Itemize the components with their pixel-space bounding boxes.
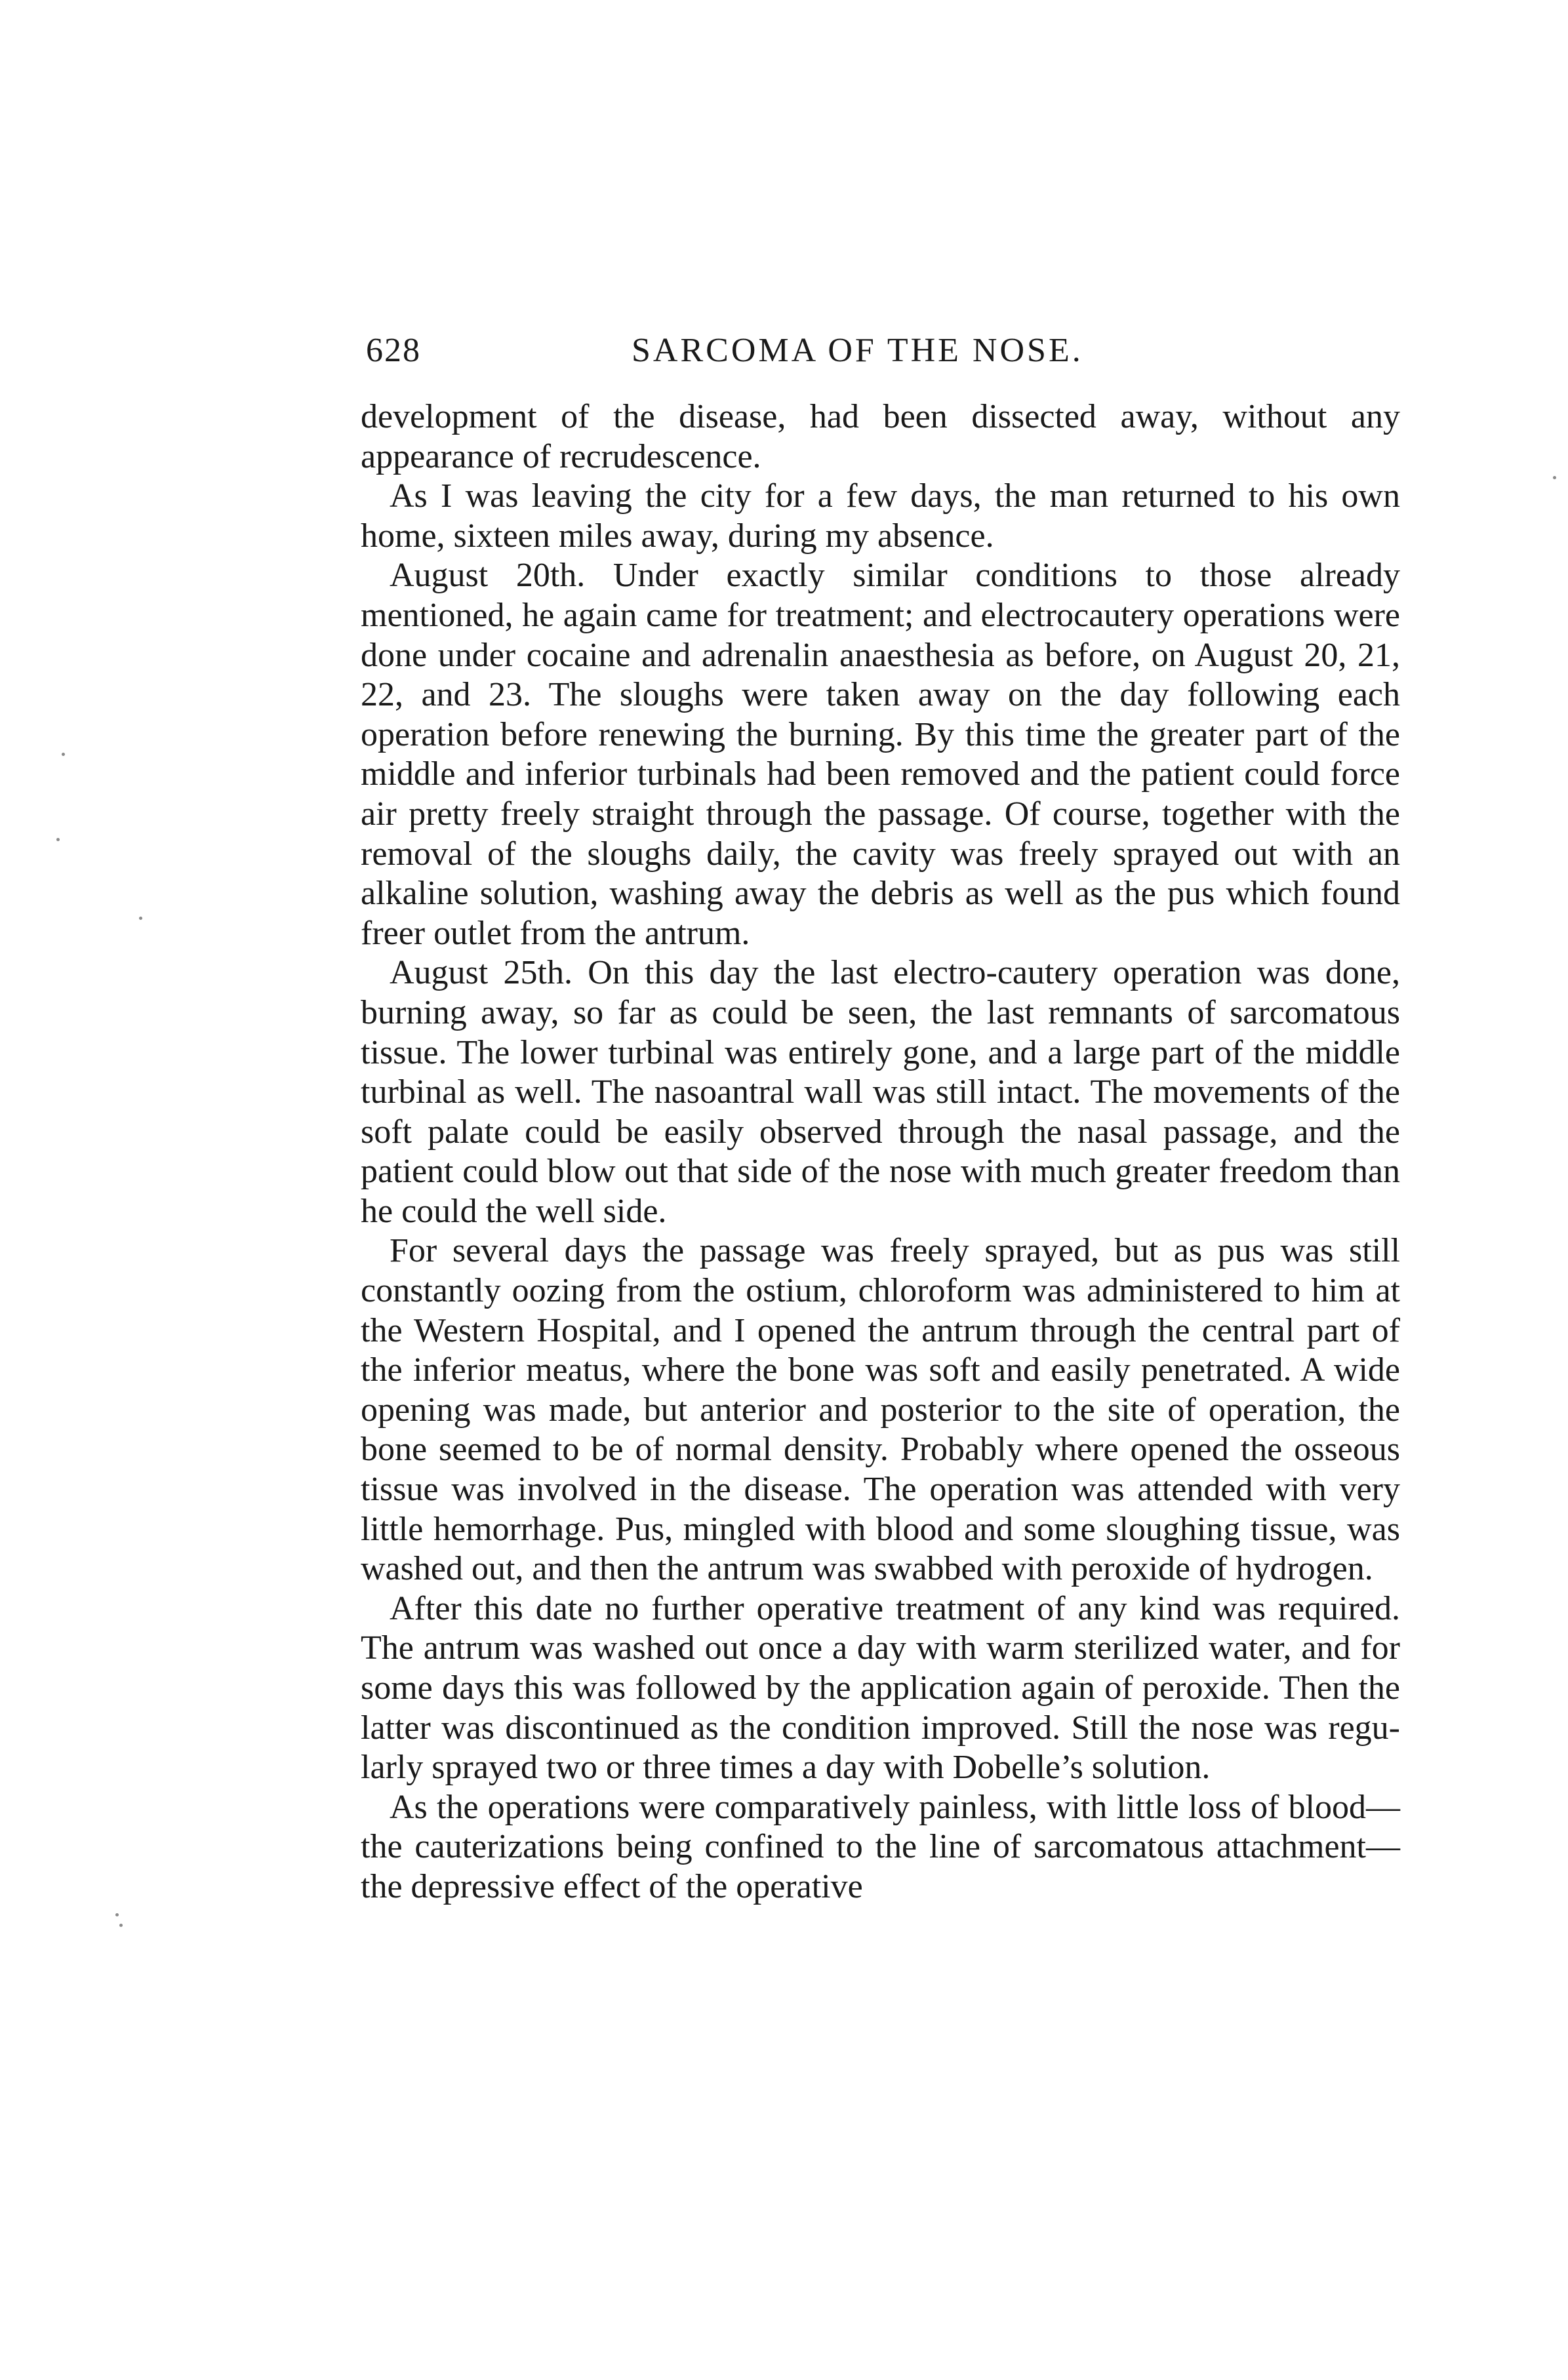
- running-head: [366, 331, 1397, 377]
- paragraph-antrum-opened: For several days the passage was freely sprayed, but as pus was still constantly oozing from the ostium, chloroform was administered to him at the Western Hospital, and I opened the antrum through the central part of the inferior meatus, where the bone was soft and easily penetrated. A wide opening was made, but anterior and posterior to the site of operation, the bone seemed to be of normal density. Probably where opened the osseous tissue was involved in the disease. The operation was attended with very little hemorrhage. Pus, mingled with blood and some sloughing tissue, was washed out, and then the antrum was swabbed with peroxide of hydrogen.: [361, 1232, 1400, 1588]
- paragraph-operations-painless: As the operations were comparatively painless, with little loss of blood—the cauterizations being confined to the line of sarcomatous attachment—the depressive effect of the operative: [361, 1788, 1400, 1905]
- body-text: [361, 397, 1400, 1907]
- scan-speck: [119, 1924, 123, 1927]
- running-title: SARCOMA OF THE NOSE.: [632, 332, 1083, 369]
- paragraph-leaving-city: As I was leaving the city for a few days, the man returned to his own home, sixteen miles away, during my absence.: [361, 477, 1400, 555]
- paragraph-august-20: August 20th. Under exactly similar conditions to those already mentioned, he again came for treatment; and electrocautery operations were done under cocaine and adrenalin anaesthesia as before, on August 20, 21, 22, and 23. The sloughs were taken away on the day following each operation before renewing the burning. By this time the greater part of the middle and inferior turbinals had been removed and the patient could force air pretty freely straight through the passage. Of course, together with the removal of the sloughs daily, the cavity was freely sprayed out with an alkaline solution, washing away the debris as well as the pus which found freer outlet from the antrum.: [361, 557, 1400, 952]
- scan-speck: [115, 1913, 119, 1916]
- paragraph-after-treatment: After this date no further operative treatment of any kind was required. The antrum was washed out once a day with warm sterilized water, and for some days this was followed by the application again of peroxide. Then the latter was discontinued as the condition improved. Still the nose was regularly sprayed two or three times a day with Dobelle’s solution.: [361, 1589, 1400, 1787]
- paragraph-august-25: August 25th. On this day the last electro-cautery operation was done, burning away, so far as could be seen, the last remnants of sarcomatous tissue. The lower turbinal was entirely gone, and a large part of the middle turbinal as well. The nasoantral wall was still intact. The movements of the soft palate could be easily observed through the nasal passage, and the patient could blow out that side of the nose with much greater freedom than he could the well side.: [361, 954, 1400, 1230]
- scan-speck: [56, 838, 60, 841]
- scan-speck: [139, 917, 142, 920]
- page-number: 628: [366, 332, 421, 369]
- scan-speck: [62, 753, 65, 756]
- scan-speck: [1553, 476, 1556, 479]
- paragraph-continuation: development of the disease, had been dissected away, without any appearance of recrudescence.: [361, 398, 1400, 475]
